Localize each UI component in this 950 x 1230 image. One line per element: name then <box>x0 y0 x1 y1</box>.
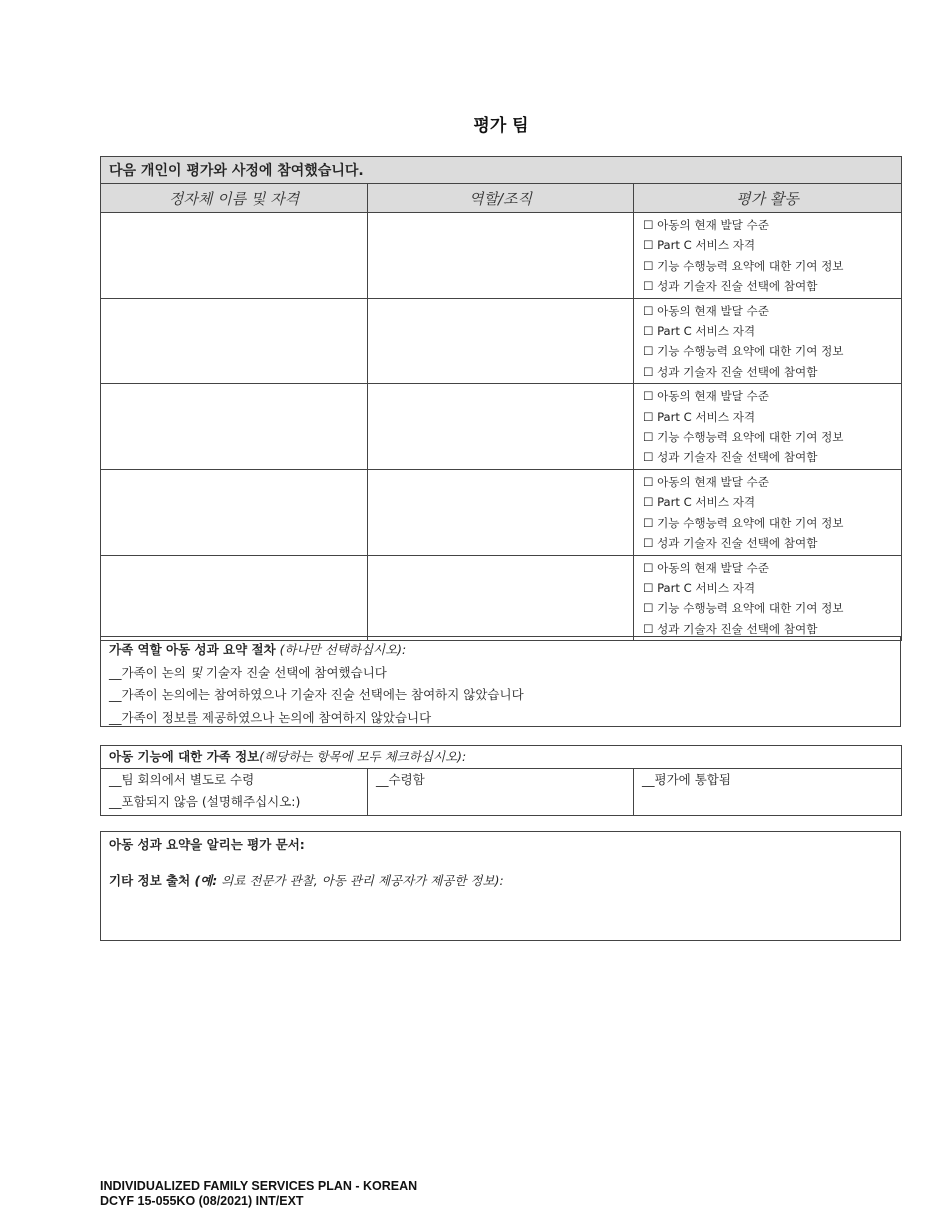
family-role-heading: 가족 역할 아동 성과 요약 절차 <box>109 642 276 657</box>
team-member-row <box>101 213 902 299</box>
activities-cell <box>634 469 902 555</box>
name-credentials-cell[interactable] <box>101 469 368 555</box>
option-not-included[interactable]: __포함되지 않음 (설명해주십시오:) <box>109 794 301 809</box>
option-1-text: __가족이 논의 <box>109 664 190 680</box>
team-member-row <box>101 298 902 384</box>
evaluation-team-table <box>100 156 902 641</box>
team-member-row <box>101 555 902 641</box>
activity-functional-summary[interactable]: ☐ 기능 수행능력 요약에 대한 기여 정보 <box>643 258 844 273</box>
activity-functional-summary[interactable]: ☐ 기능 수행능력 요약에 대한 기여 정보 <box>643 430 844 445</box>
role-organization-cell[interactable] <box>368 469 634 555</box>
activity-descriptor-selection[interactable]: ☐ 성과 기술자 진술 선택에 참여함 <box>643 536 818 551</box>
option-integrated-into-assessment[interactable]: __평가에 통합됨 <box>634 769 902 816</box>
form-footer <box>100 1179 417 1209</box>
name-credentials-cell[interactable] <box>101 384 368 470</box>
activity-current-development[interactable]: ☐ 아동의 현재 발달 수준 <box>643 218 769 232</box>
family-role-option-3[interactable]: __가족이 정보를 제공하였으나 논의에 참여하지 않았습니다 <box>109 709 432 725</box>
activity-current-development[interactable]: ☐ 아동의 현재 발달 수준 <box>643 389 769 404</box>
activity-current-development[interactable]: ☐ 아동의 현재 발달 수준 <box>643 560 769 575</box>
assessment-documents-section[interactable] <box>100 831 901 941</box>
activity-part-c-eligibility[interactable]: ☐ Part C 서비스 자격 <box>643 324 756 339</box>
name-credentials-cell[interactable] <box>101 298 368 384</box>
family-role-option-1[interactable] <box>109 662 892 685</box>
role-organization-cell[interactable] <box>368 298 634 384</box>
team-member-row <box>101 469 902 555</box>
activity-part-c-eligibility[interactable]: ☐ Part C 서비스 자격 <box>643 409 756 424</box>
activity-descriptor-selection[interactable]: ☐ 성과 기술자 진술 선택에 참여함 <box>643 621 818 636</box>
activity-part-c-eligibility[interactable]: ☐ Part C 서비스 자격 <box>643 580 756 595</box>
role-organization-cell[interactable] <box>368 555 634 641</box>
activity-descriptor-selection[interactable]: ☐ 성과 기술자 진술 선택에 참여함 <box>643 364 818 379</box>
other-sources-label: 기타 정보 출처 <box>109 873 195 888</box>
form-name: INDIVIDUALIZED FAMILY SERVICES PLAN - KOREAN <box>100 1179 418 1193</box>
option-received-separately[interactable]: __팀 회의에서 별도로 수령 <box>109 772 255 787</box>
option-received[interactable]: __수령함 <box>368 769 634 816</box>
other-sources-examples: 의료 전문가 관찰, 아동 관리 제공자가 제공한 정보): <box>217 873 504 888</box>
team-member-row <box>101 384 902 470</box>
activities-cell <box>634 298 902 384</box>
activity-functional-summary[interactable]: ☐ 기능 수행능력 요약에 대한 기여 정보 <box>643 515 844 530</box>
form-number: DCYF 15-055KO (08/2021) INT/EXT <box>100 1194 304 1208</box>
team-table-caption: 다음 개인이 평가와 사정에 참여했습니다. <box>101 157 902 184</box>
activities-cell <box>634 213 902 299</box>
header-evaluation-activities: 평가 활동 <box>634 184 902 213</box>
other-sources-example-label: (예: <box>194 873 218 888</box>
name-credentials-cell[interactable] <box>101 213 368 299</box>
family-info-col-1 <box>101 769 368 816</box>
name-credentials-cell[interactable] <box>101 555 368 641</box>
family-info-heading: 아동 기능에 대한 가족 정보 <box>109 749 260 764</box>
header-name-credentials: 정자체 이름 및 자격 <box>101 184 368 213</box>
activity-functional-summary[interactable]: ☐ 기능 수행능력 요약에 대한 기여 정보 <box>643 344 844 359</box>
activity-descriptor-selection[interactable]: ☐ 성과 기술자 진술 선택에 참여함 <box>643 450 818 465</box>
family-role-instruction: (하나만 선택하십시오): <box>275 642 407 657</box>
activity-current-development[interactable]: ☐ 아동의 현재 발달 수준 <box>643 303 769 318</box>
activity-part-c-eligibility[interactable]: ☐ Part C 서비스 자격 <box>643 495 756 510</box>
role-organization-cell[interactable] <box>368 213 634 299</box>
role-organization-cell[interactable] <box>368 384 634 470</box>
other-sources-line <box>109 872 892 890</box>
activity-current-development[interactable]: ☐ 아동의 현재 발달 수준 <box>643 474 769 489</box>
option-1-emphasis: 및 <box>189 664 202 680</box>
activities-cell <box>634 555 902 641</box>
family-role-section <box>100 636 901 727</box>
activity-functional-summary[interactable]: ☐ 기능 수행능력 요약에 대한 기여 정보 <box>643 601 844 616</box>
family-info-heading-cell <box>101 746 902 769</box>
header-role-organization: 역할/조직 <box>368 184 634 213</box>
family-info-table <box>100 745 902 816</box>
activity-descriptor-selection[interactable]: ☐ 성과 기술자 진술 선택에 참여함 <box>643 279 818 294</box>
assessment-documents-label: 아동 성과 요약을 알리는 평가 문서: <box>109 837 305 852</box>
activity-part-c-eligibility[interactable]: ☐ Part C 서비스 자격 <box>643 238 756 253</box>
page-title: 평가 팀 <box>473 116 529 136</box>
family-role-option-2[interactable]: __가족이 논의에는 참여하였으나 기술자 진술 선택에는 참여하지 않았습니다 <box>109 687 524 702</box>
family-info-instruction: (해당하는 항목에 모두 체크하십시오): <box>259 749 467 764</box>
option-1-text-end: 기술자 진술 선택에 참여했습니다 <box>201 664 387 680</box>
activities-cell <box>634 384 902 470</box>
